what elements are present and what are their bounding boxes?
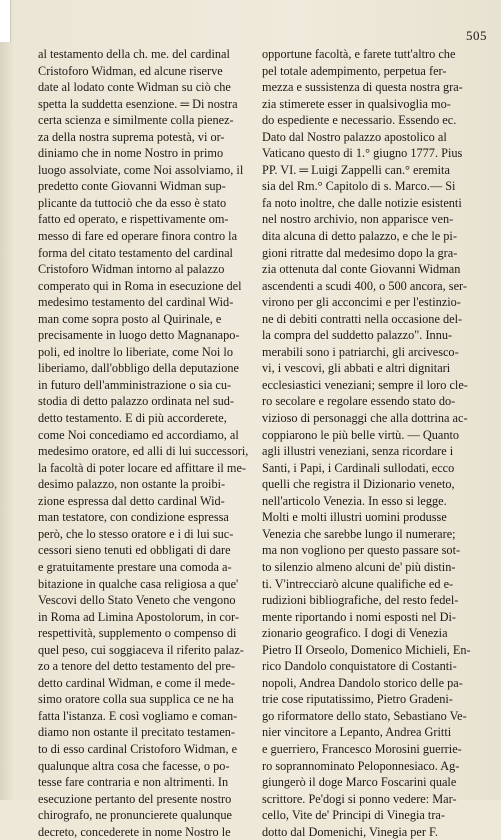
page-number: 505 (466, 28, 487, 43)
text-line: Dato dal Nostro palazzo apostolico al (262, 129, 447, 144)
text-line: man testatore, con condizione espressa (38, 510, 229, 525)
text-line: ro secolare e regolare essendo stato do- (262, 394, 456, 409)
text-line: certa scienza e similmente colla pienez- (38, 113, 234, 128)
text-line: Pietro II Orseolo, Domenico Michieli, En- (262, 642, 471, 657)
text-line: liberiamo, dall'obbligo della deputazione (38, 361, 239, 376)
text-line: desimo palazzo, non ostante la proibi- (38, 477, 226, 492)
text-line: zo a tenore del detto testamento del pre- (38, 659, 236, 674)
text-line: agli illustri veneziani, senza ricordare i (262, 444, 454, 459)
text-line: mente riportando i nomi esposti nel Di- (262, 609, 456, 624)
text-line: come Noi concediamo ed accordiamo, al (38, 427, 239, 442)
text-line: detto testamento. E di più accorderete, (38, 411, 227, 426)
text-line: decreto, concederete in nome Nostro le (38, 824, 231, 839)
text-line: dotto dal Domenichi, Vinegia per F. (262, 824, 438, 839)
text-line: Santi, i Papi, i Cardinali sullodati, ecco (262, 460, 455, 475)
text-line: to silenzio almeno alcuni de' più distin- (262, 559, 456, 574)
text-line: poli, ed inoltre lo liberiate, come Noi lo (38, 344, 233, 359)
text-line: pel totale adempimento, perpetua fer- (262, 63, 447, 78)
text-line: quel peso, cui soggiaceva il riferito palaz- (38, 642, 244, 657)
text-line: merabili sono i patriarchi, gli arcivesco- (262, 344, 459, 359)
text-line: Vescovi dello Stato Veneto che vengono (38, 593, 236, 608)
text-line: virono per gli acconcimi e per l'estinzio- (262, 295, 461, 310)
text-line: comperato qui in Roma in esecuzione del (38, 278, 242, 293)
text-line: nopoli, Andrea Dandolo storico delle pa- (262, 675, 463, 690)
text-line: cessori sieno tenuti ed obbligati di dare (38, 543, 231, 558)
text-line: Venezia che sarebbe lungo il numerare; (262, 526, 456, 541)
text-line: Cristoforo Widman, ed alcune riserve (38, 63, 223, 78)
text-line: però, che lo stesso oratore e i di lui suc- (38, 526, 234, 541)
scan-corner-mark (0, 0, 11, 42)
text-line: simo oratore colla sua supplica ce ne ha (38, 692, 234, 707)
text-line: detto cardinal Widman, e come il mede- (38, 675, 235, 690)
text-line: PP. VI. ═ Luigi Zappelli can.° eremita (262, 162, 450, 177)
text-line: predetto conte Giovanni Widman sup- (38, 179, 226, 194)
text-line: forma del citato testamento del cardinal (38, 245, 233, 260)
text-line: messo di fare ed operare finora contro la (38, 229, 238, 244)
text-line: man come sopra posto al Quirinale, e (38, 311, 222, 326)
text-line: precisamente in luogo detto Magnanapo- (38, 328, 240, 343)
text-line: fatta l'istanza. E così vogliamo e coman- (38, 708, 238, 723)
text-line: luogo assolviate, come Noi assolviamo, il (38, 162, 244, 177)
text-line: plicante da tuttociò che da esso è stato (38, 195, 227, 210)
text-line: respettività, supplemento o compenso di (38, 626, 237, 641)
text-line: cello, Vite de' Principi di Vinegia tra- (262, 808, 445, 823)
text-line: date al lodato conte Widman su ciò che (38, 80, 231, 95)
text-line: to di esso cardinal Cristoforo Widman, e (38, 741, 238, 756)
text-line: esecuzione pertanto del presente nostro (38, 791, 232, 806)
text-line: nel nostro archivio, non apparisce ven- (262, 212, 454, 227)
text-line: e gratuitamente prestare una comoda a- (38, 559, 232, 574)
text-line: zione espressa dal detto cardinal Wid- (38, 493, 225, 508)
text-line: trie cose riputatissimo, Pietro Gradeni- (262, 692, 453, 707)
text-line: al testamento della ch. me. del cardinal (38, 47, 230, 61)
text-line: in futuro dell'amministrazione o sia cu- (38, 377, 232, 392)
text-line: fatto ed operato, e rispettivamente om- (38, 212, 229, 227)
text-line: mezza e sussistenza di questa nostra gra- (262, 80, 463, 95)
text-line: zionario geografico. I dogi di Venezia (262, 626, 448, 641)
text-line: dita alcuna di detto palazzo, e che le pi- (262, 229, 457, 244)
text-line: go riformatore dello stato, Sebastiano Ve- (262, 708, 467, 723)
text-line: nier vincitore a Lepanto, Andrea Gritti (262, 725, 452, 740)
text-line: sia del Rm.° Capitolo di s. Marco.— Si (262, 179, 456, 194)
text-line: gioni ritratte dal medesimo dopo la gra- (262, 245, 458, 260)
text-line: giungerò il doge Marco Foscarini quale (262, 775, 457, 790)
text-line: medesimo testamento del cardinal Wid- (38, 295, 234, 310)
text-line: fa noto inoltre, che dalle notizie esistenti (262, 195, 462, 210)
text-line: ecclesiastici veneziani; sempre il loro cle- (262, 377, 468, 392)
text-line: vi, i vescovi, gli abbati e altri dignitari (262, 361, 451, 376)
text-line: ma non vogliono per questo passare sot- (262, 543, 461, 558)
left-text-column (38, 46, 255, 840)
text-line: ro soprannominato Peloponnesiaco. Ag- (262, 758, 460, 773)
text-line: la facoltà di poter locare ed affittare il me- (38, 460, 247, 475)
text-line: quelli che registra il Dizionario veneto, (262, 477, 455, 492)
text-line: do espediente e necessario. Essendo ec. (262, 113, 457, 128)
text-line: tesse fare contraria e non altrimenti. In (38, 775, 229, 790)
text-line: diamo non ostante il precitato testamen- (38, 725, 236, 740)
text-line: ascendenti a scudi 400, o 500 ancora, ser- (262, 278, 467, 293)
text-line: ne di debiti contratti nella occasione del- (262, 311, 463, 326)
text-line: Molti e molti illustri uomini produsse (262, 510, 447, 525)
text-line: ti. V'intrecciarò alcune qualifiche ed e- (262, 576, 454, 591)
text-line: bitazione in qualche casa religiosa a que' (38, 576, 239, 591)
text-line: in Roma ad Limina Apostolorum, in cor- (38, 609, 239, 624)
text-line: e guerriero, Francesco Morosini guerrie- (262, 741, 462, 756)
text-line: scrittore. Pe'dogi si ponno vedere: Mar- (262, 791, 457, 806)
text-line: la compra del suddetto palazzo". Innu- (262, 328, 453, 343)
text-line: za della nostra suprema potestà, vi or- (38, 129, 225, 144)
text-line: zia ottenuta dal conte Giovanni Widman (262, 262, 461, 277)
text-line: vizioso di personaggi che alla dottrina ac- (262, 411, 468, 426)
text-line: spetta la suddetta esenzione. ═ Di nostra (38, 96, 238, 111)
text-line: zia stimerete esser in qualsivoglia mo- (262, 96, 451, 111)
text-line: rudizioni bibliografiche, del resto fedel- (262, 593, 459, 608)
right-text-column (262, 46, 486, 840)
text-line: medesimo oratore, ed alli di lui successori, (38, 444, 249, 459)
text-line: rico Dandolo conquistatore di Costanti- (262, 659, 457, 674)
text-line: coppiarono le più belle virtù. — Quanto (262, 427, 460, 442)
text-line: opportune facoltà, e farete tutt'altro che (262, 47, 456, 61)
text-line: qualunque altra cosa che facesse, o po- (38, 758, 230, 773)
text-line: Cristoforo Widman intorno al palazzo (38, 262, 225, 277)
text-line: nell'articolo Venezia. In esso si legge. (262, 493, 447, 508)
text-line: diniamo che in nome Nostro in primo (38, 146, 224, 161)
text-line: Vaticano questo di 1.° giugno 1777. Pius (262, 146, 463, 161)
text-line: stodia di detto palazzo ordinata nel sud- (38, 394, 235, 409)
text-line: chirografo, ne pronuncierete qualunque (38, 808, 232, 823)
